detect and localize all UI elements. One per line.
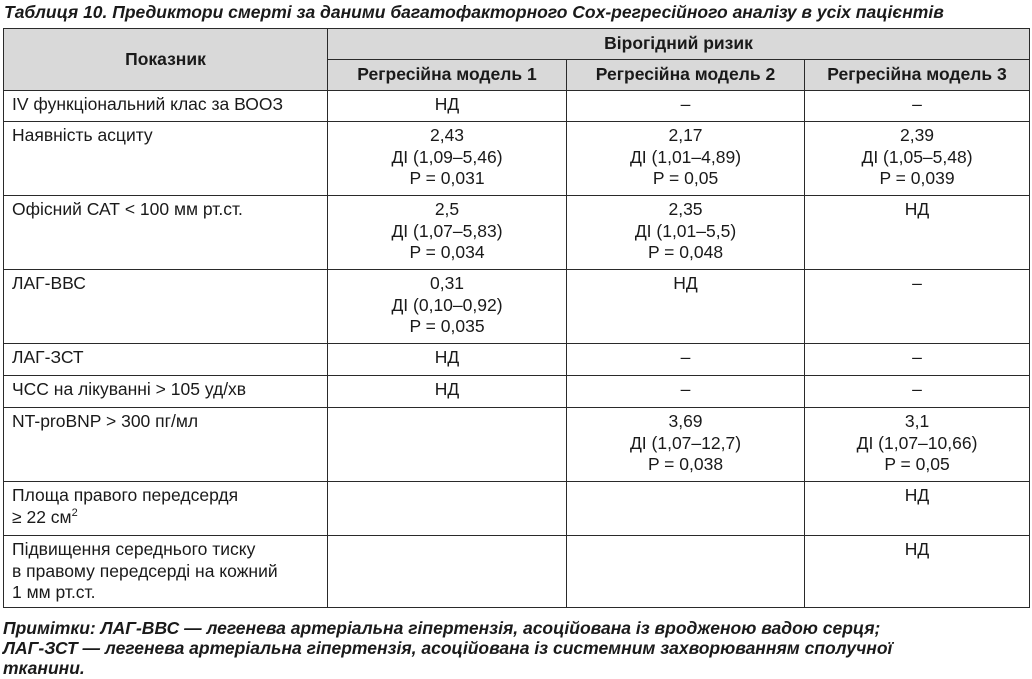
cell-model-3: –	[805, 270, 1030, 344]
cell-model-2: –	[567, 91, 805, 122]
cell-model-1: НД	[328, 91, 567, 122]
row-label: Офісний САТ < 100 мм рт.ст.	[4, 196, 328, 270]
cell-model-2: 2,35 ДІ (1,01–5,5) P = 0,048	[567, 196, 805, 270]
table-row	[4, 344, 1030, 376]
table-row	[4, 270, 1030, 344]
table-row	[4, 376, 1030, 408]
cell-model-2: –	[567, 376, 805, 408]
table-notes: Примітки: ЛАГ-ВВС — легенева артеріальна гіпертензія, асоційована із вродженою вадою серця; ЛАГ-ЗСТ — легенева артеріальна гіпертензія, асоційована із системним захворюванням сполучної тканини.	[3, 618, 893, 678]
cell-model-2: НД	[567, 270, 805, 344]
cell-model-3: НД	[805, 536, 1030, 608]
table-caption: Таблиця 10. Предиктори смерті за даними багатофакторного Cox-регресійного аналізу в усіх пацієнтів	[4, 2, 944, 22]
row-label: NT-proBNP > 300 пг/мл	[4, 408, 328, 482]
table-row	[4, 482, 1030, 536]
cell-model-1	[328, 482, 567, 536]
superscript: 2	[71, 506, 78, 519]
cell-model-3: –	[805, 344, 1030, 376]
table-row	[4, 122, 1030, 196]
cell-model-3: НД	[805, 482, 1030, 536]
row-label: Підвищення середнього тиску в правому передсерді на кожний 1 мм рт.ст.	[4, 536, 328, 608]
cell-model-1: 2,5 ДІ (1,07–5,83) P = 0,034	[328, 196, 567, 270]
cell-model-1	[328, 536, 567, 608]
header-model-3: Регресійна модель 3	[805, 60, 1030, 91]
cell-model-2	[567, 482, 805, 536]
cell-model-3: 3,1 ДІ (1,07–10,66) P = 0,05	[805, 408, 1030, 482]
cell-model-3: 2,39 ДІ (1,05–5,48) P = 0,039	[805, 122, 1030, 196]
cell-model-1	[328, 408, 567, 482]
predictors-table	[3, 28, 1030, 608]
table-row	[4, 91, 1030, 122]
table-row	[4, 536, 1030, 608]
cell-model-1: 2,43 ДІ (1,09–5,46) P = 0,031	[328, 122, 567, 196]
header-indicator: Показник	[4, 29, 328, 91]
cell-model-1: НД	[328, 376, 567, 408]
row-label: IV функціональний клас за ВООЗ	[4, 91, 328, 122]
table-row	[4, 408, 1030, 482]
cell-model-2	[567, 536, 805, 608]
header-model-1: Регресійна модель 1	[328, 60, 567, 91]
row-label: Наявність асциту	[4, 122, 328, 196]
row-label: ЧСС на лікуванні > 105 уд/хв	[4, 376, 328, 408]
row-label: ЛАГ-ВВС	[4, 270, 328, 344]
cell-model-1: 0,31 ДІ (0,10–0,92) P = 0,035	[328, 270, 567, 344]
cell-model-2: 3,69 ДІ (1,07–12,7) P = 0,038	[567, 408, 805, 482]
cell-model-3: –	[805, 91, 1030, 122]
header-model-2: Регресійна модель 2	[567, 60, 805, 91]
row-label: ЛАГ-ЗСТ	[4, 344, 328, 376]
table-row	[4, 196, 1030, 270]
row-label: Площа правого передсердя ≥ 22 $см^2$	[4, 482, 328, 536]
cell-model-3: НД	[805, 196, 1030, 270]
cell-model-2: –	[567, 344, 805, 376]
cell-model-2: 2,17 ДІ (1,01–4,89) P = 0,05	[567, 122, 805, 196]
header-risk-group: Вірогідний ризик	[328, 29, 1030, 60]
cell-model-1: НД	[328, 344, 567, 376]
cell-model-3: –	[805, 376, 1030, 408]
